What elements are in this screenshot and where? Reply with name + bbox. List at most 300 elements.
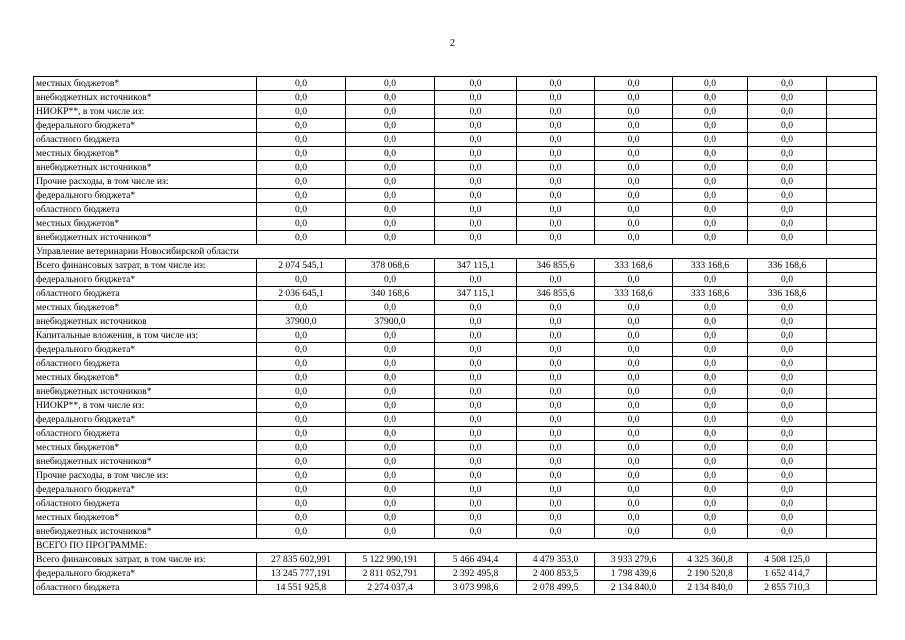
- empty-cell: [827, 231, 877, 245]
- value-cell: 0,0: [595, 301, 673, 315]
- value-cell: 0,0: [435, 231, 517, 245]
- value-cell: 5 466 494,4: [435, 553, 517, 567]
- value-cell: 0,0: [673, 343, 748, 357]
- table-row: [34, 525, 877, 539]
- value-cell: 0,0: [346, 371, 435, 385]
- page-number: 2: [450, 38, 455, 49]
- value-cell: 0,0: [517, 427, 595, 441]
- value-cell: 0,0: [257, 175, 346, 189]
- value-cell: 0,0: [595, 161, 673, 175]
- value-cell: 346 855,6: [517, 259, 595, 273]
- table-row: [34, 161, 877, 175]
- row-label: внебюджетных источников*: [34, 455, 257, 469]
- value-cell: 0,0: [595, 133, 673, 147]
- table-row: [34, 203, 877, 217]
- value-cell: 0,0: [748, 301, 827, 315]
- value-cell: 0,0: [673, 91, 748, 105]
- value-cell: 0,0: [435, 413, 517, 427]
- value-cell: 0,0: [346, 413, 435, 427]
- empty-cell: [827, 203, 877, 217]
- empty-cell: [827, 371, 877, 385]
- value-cell: 2 134 840,0: [595, 581, 673, 595]
- empty-cell: [827, 399, 877, 413]
- value-cell: 0,0: [595, 105, 673, 119]
- row-label: областного бюджета: [34, 203, 257, 217]
- value-cell: 0,0: [673, 231, 748, 245]
- table-row: [34, 119, 877, 133]
- value-cell: 0,0: [595, 399, 673, 413]
- table-row: [34, 189, 877, 203]
- value-cell: 0,0: [595, 91, 673, 105]
- value-cell: 0,0: [517, 371, 595, 385]
- value-cell: 0,0: [748, 497, 827, 511]
- value-cell: 0,0: [435, 469, 517, 483]
- value-cell: 0,0: [748, 343, 827, 357]
- empty-cell: [827, 427, 877, 441]
- value-cell: 333 168,6: [595, 287, 673, 301]
- value-cell: 0,0: [346, 161, 435, 175]
- empty-cell: [827, 175, 877, 189]
- value-cell: 0,0: [748, 175, 827, 189]
- table-row: [34, 441, 877, 455]
- value-cell: 0,0: [346, 189, 435, 203]
- value-cell: 37900,0: [257, 315, 346, 329]
- table-row: [34, 343, 877, 357]
- value-cell: 0,0: [673, 203, 748, 217]
- row-label: местных бюджетов*: [34, 217, 257, 231]
- value-cell: 333 168,6: [595, 259, 673, 273]
- empty-cell: [827, 105, 877, 119]
- value-cell: 37900,0: [346, 315, 435, 329]
- value-cell: 0,0: [257, 133, 346, 147]
- empty-cell: [827, 217, 877, 231]
- value-cell: 0,0: [748, 385, 827, 399]
- table-row: [34, 105, 877, 119]
- value-cell: 0,0: [595, 469, 673, 483]
- value-cell: 0,0: [517, 511, 595, 525]
- value-cell: 2 074 545,1: [257, 259, 346, 273]
- value-cell: 0,0: [517, 399, 595, 413]
- table-row: [34, 581, 877, 595]
- value-cell: 0,0: [673, 511, 748, 525]
- empty-cell: [827, 357, 877, 371]
- value-cell: 0,0: [673, 371, 748, 385]
- value-cell: 0,0: [517, 357, 595, 371]
- section-header: Управление ветеринарии Новосибирской области: [34, 245, 877, 259]
- row-label: федерального бюджета*: [34, 189, 257, 203]
- value-cell: 0,0: [346, 147, 435, 161]
- value-cell: 0,0: [346, 427, 435, 441]
- value-cell: 0,0: [346, 399, 435, 413]
- value-cell: 0,0: [435, 91, 517, 105]
- row-label: областного бюджета: [34, 133, 257, 147]
- row-label: внебюджетных источников*: [34, 525, 257, 539]
- table-row: [34, 553, 877, 567]
- value-cell: 0,0: [257, 469, 346, 483]
- value-cell: 0,0: [595, 315, 673, 329]
- value-cell: 0,0: [435, 497, 517, 511]
- value-cell: 0,0: [435, 147, 517, 161]
- value-cell: 0,0: [517, 343, 595, 357]
- value-cell: 0,0: [748, 231, 827, 245]
- value-cell: 0,0: [435, 441, 517, 455]
- value-cell: 0,0: [435, 203, 517, 217]
- value-cell: 0,0: [346, 273, 435, 287]
- value-cell: 0,0: [346, 105, 435, 119]
- value-cell: 14 551 925,8: [257, 581, 346, 595]
- value-cell: 0,0: [435, 301, 517, 315]
- value-cell: 0,0: [673, 161, 748, 175]
- value-cell: 0,0: [435, 133, 517, 147]
- row-label: местных бюджетов*: [34, 511, 257, 525]
- table-row: [34, 301, 877, 315]
- value-cell: 0,0: [673, 301, 748, 315]
- value-cell: 0,0: [595, 217, 673, 231]
- value-cell: 0,0: [435, 343, 517, 357]
- value-cell: 0,0: [257, 77, 346, 91]
- value-cell: 0,0: [673, 399, 748, 413]
- table-row: [34, 483, 877, 497]
- value-cell: 0,0: [257, 525, 346, 539]
- empty-cell: [827, 273, 877, 287]
- value-cell: 0,0: [673, 357, 748, 371]
- value-cell: 0,0: [748, 469, 827, 483]
- value-cell: 0,0: [257, 343, 346, 357]
- table-row: [34, 469, 877, 483]
- value-cell: 0,0: [517, 133, 595, 147]
- value-cell: 0,0: [595, 371, 673, 385]
- value-cell: 0,0: [748, 147, 827, 161]
- row-label: областного бюджета: [34, 581, 257, 595]
- value-cell: 0,0: [517, 497, 595, 511]
- table-row: [34, 497, 877, 511]
- row-label: Капитальные вложения, в том числе из:: [34, 329, 257, 343]
- empty-cell: [827, 581, 877, 595]
- value-cell: 0,0: [435, 273, 517, 287]
- empty-cell: [827, 161, 877, 175]
- value-cell: 0,0: [346, 497, 435, 511]
- table-row: [34, 231, 877, 245]
- value-cell: 0,0: [595, 329, 673, 343]
- value-cell: 0,0: [748, 203, 827, 217]
- empty-cell: [827, 119, 877, 133]
- row-label: Прочие расходы, в том числе из:: [34, 469, 257, 483]
- value-cell: 0,0: [346, 329, 435, 343]
- value-cell: 0,0: [748, 455, 827, 469]
- value-cell: 0,0: [748, 105, 827, 119]
- value-cell: 0,0: [517, 329, 595, 343]
- row-label: федерального бюджета*: [34, 119, 257, 133]
- value-cell: 0,0: [673, 469, 748, 483]
- row-label: внебюджетных источников*: [34, 161, 257, 175]
- table-row: [34, 371, 877, 385]
- table-row: [34, 329, 877, 343]
- value-cell: 0,0: [257, 385, 346, 399]
- value-cell: 0,0: [346, 525, 435, 539]
- section-header: ВСЕГО ПО ПРОГРАММЕ:: [34, 539, 877, 553]
- empty-cell: [827, 469, 877, 483]
- value-cell: 0,0: [517, 119, 595, 133]
- value-cell: 2 078 499,5: [517, 581, 595, 595]
- table-row: [34, 427, 877, 441]
- value-cell: 0,0: [517, 217, 595, 231]
- row-label: внебюджетных источников*: [34, 385, 257, 399]
- value-cell: 0,0: [673, 329, 748, 343]
- value-cell: 0,0: [748, 525, 827, 539]
- table-row: [34, 399, 877, 413]
- table-row: [34, 77, 877, 91]
- value-cell: 0,0: [257, 483, 346, 497]
- value-cell: 27 835 602,991: [257, 553, 346, 567]
- table-row: [34, 511, 877, 525]
- value-cell: 0,0: [517, 105, 595, 119]
- empty-cell: [827, 259, 877, 273]
- value-cell: 0,0: [517, 413, 595, 427]
- row-label: федерального бюджета*: [34, 343, 257, 357]
- value-cell: 0,0: [517, 469, 595, 483]
- value-cell: 0,0: [435, 189, 517, 203]
- row-label: НИОКР**, в том числе из:: [34, 399, 257, 413]
- value-cell: 340 168,6: [346, 287, 435, 301]
- value-cell: 333 168,6: [673, 287, 748, 301]
- value-cell: 0,0: [346, 343, 435, 357]
- value-cell: 0,0: [595, 77, 673, 91]
- value-cell: 0,0: [257, 203, 346, 217]
- value-cell: 3 073 998,6: [435, 581, 517, 595]
- value-cell: 4 325 360,8: [673, 553, 748, 567]
- row-label: местных бюджетов*: [34, 301, 257, 315]
- empty-cell: [827, 91, 877, 105]
- value-cell: 2 400 853,5: [517, 567, 595, 581]
- value-cell: 0,0: [595, 525, 673, 539]
- value-cell: 0,0: [346, 231, 435, 245]
- value-cell: 0,0: [435, 455, 517, 469]
- empty-cell: [827, 567, 877, 581]
- value-cell: 0,0: [673, 77, 748, 91]
- table-row: [34, 567, 877, 581]
- table-row: [34, 273, 877, 287]
- value-cell: 0,0: [517, 441, 595, 455]
- value-cell: 0,0: [257, 329, 346, 343]
- value-cell: 0,0: [346, 133, 435, 147]
- value-cell: 0,0: [517, 161, 595, 175]
- row-label: местных бюджетов*: [34, 77, 257, 91]
- value-cell: 0,0: [748, 483, 827, 497]
- value-cell: 0,0: [673, 273, 748, 287]
- value-cell: 0,0: [673, 455, 748, 469]
- value-cell: 0,0: [517, 91, 595, 105]
- value-cell: 2 036 645,1: [257, 287, 346, 301]
- value-cell: 0,0: [673, 427, 748, 441]
- value-cell: 0,0: [257, 427, 346, 441]
- table-row: [34, 357, 877, 371]
- row-label: областного бюджета: [34, 427, 257, 441]
- value-cell: 378 068,6: [346, 259, 435, 273]
- value-cell: 0,0: [257, 189, 346, 203]
- empty-cell: [827, 441, 877, 455]
- value-cell: 2 811 052,791: [346, 567, 435, 581]
- row-label: Прочие расходы, в том числе из:: [34, 175, 257, 189]
- value-cell: 0,0: [673, 147, 748, 161]
- empty-cell: [827, 189, 877, 203]
- value-cell: 0,0: [435, 525, 517, 539]
- empty-cell: [827, 497, 877, 511]
- row-label: федерального бюджета*: [34, 567, 257, 581]
- value-cell: 0,0: [748, 91, 827, 105]
- row-label: местных бюджетов*: [34, 371, 257, 385]
- value-cell: 0,0: [346, 91, 435, 105]
- value-cell: 0,0: [748, 413, 827, 427]
- value-cell: 0,0: [517, 273, 595, 287]
- value-cell: 2 392 495,8: [435, 567, 517, 581]
- value-cell: 0,0: [595, 273, 673, 287]
- empty-cell: [827, 511, 877, 525]
- value-cell: 0,0: [673, 217, 748, 231]
- table-row: [34, 455, 877, 469]
- value-cell: 0,0: [517, 385, 595, 399]
- value-cell: 0,0: [257, 105, 346, 119]
- value-cell: 0,0: [257, 217, 346, 231]
- value-cell: 0,0: [595, 175, 673, 189]
- value-cell: 0,0: [257, 91, 346, 105]
- value-cell: 0,0: [517, 455, 595, 469]
- value-cell: 0,0: [748, 441, 827, 455]
- value-cell: 0,0: [595, 497, 673, 511]
- empty-cell: [827, 301, 877, 315]
- value-cell: 2 190 520,8: [673, 567, 748, 581]
- value-cell: 0,0: [673, 175, 748, 189]
- empty-cell: [827, 315, 877, 329]
- budget-table: [33, 76, 877, 595]
- value-cell: 0,0: [673, 315, 748, 329]
- value-cell: 0,0: [595, 343, 673, 357]
- value-cell: 0,0: [748, 315, 827, 329]
- value-cell: 0,0: [435, 399, 517, 413]
- value-cell: 0,0: [346, 385, 435, 399]
- value-cell: 0,0: [595, 413, 673, 427]
- value-cell: 0,0: [435, 483, 517, 497]
- value-cell: 0,0: [595, 119, 673, 133]
- row-label: федерального бюджета*: [34, 273, 257, 287]
- value-cell: 0,0: [346, 511, 435, 525]
- value-cell: 336 168,6: [748, 287, 827, 301]
- value-cell: 0,0: [595, 385, 673, 399]
- value-cell: 0,0: [517, 483, 595, 497]
- empty-cell: [827, 343, 877, 357]
- value-cell: 0,0: [748, 77, 827, 91]
- value-cell: 0,0: [673, 413, 748, 427]
- row-label: внебюджетных источников: [34, 315, 257, 329]
- value-cell: 0,0: [435, 427, 517, 441]
- value-cell: 0,0: [748, 357, 827, 371]
- value-cell: 0,0: [435, 161, 517, 175]
- table-row: [34, 91, 877, 105]
- empty-cell: [827, 553, 877, 567]
- value-cell: 0,0: [748, 217, 827, 231]
- value-cell: 347 115,1: [435, 259, 517, 273]
- empty-cell: [827, 147, 877, 161]
- value-cell: 0,0: [346, 217, 435, 231]
- table-row: [34, 147, 877, 161]
- value-cell: 0,0: [673, 497, 748, 511]
- value-cell: 2 134 840,0: [673, 581, 748, 595]
- value-cell: 0,0: [346, 203, 435, 217]
- value-cell: 0,0: [595, 357, 673, 371]
- value-cell: 0,0: [748, 189, 827, 203]
- value-cell: 0,0: [595, 455, 673, 469]
- value-cell: 0,0: [748, 427, 827, 441]
- value-cell: 13 245 777,191: [257, 567, 346, 581]
- empty-cell: [827, 77, 877, 91]
- empty-cell: [827, 287, 877, 301]
- value-cell: 0,0: [435, 119, 517, 133]
- value-cell: 0,0: [517, 77, 595, 91]
- value-cell: 3 933 279,6: [595, 553, 673, 567]
- value-cell: 0,0: [673, 105, 748, 119]
- value-cell: 0,0: [435, 105, 517, 119]
- value-cell: 0,0: [435, 217, 517, 231]
- value-cell: 1 798 439,6: [595, 567, 673, 581]
- table-row: [34, 315, 877, 329]
- value-cell: 0,0: [435, 371, 517, 385]
- value-cell: 2 855 710,3: [748, 581, 827, 595]
- value-cell: 0,0: [673, 483, 748, 497]
- value-cell: 0,0: [346, 301, 435, 315]
- value-cell: 1 652 414,7: [748, 567, 827, 581]
- value-cell: 0,0: [748, 371, 827, 385]
- value-cell: 0,0: [435, 385, 517, 399]
- value-cell: 4 479 353,0: [517, 553, 595, 567]
- row-label: федерального бюджета*: [34, 413, 257, 427]
- row-label: местных бюджетов*: [34, 147, 257, 161]
- value-cell: 0,0: [257, 119, 346, 133]
- row-label: НИОКР**, в том числе из:: [34, 105, 257, 119]
- value-cell: 0,0: [517, 203, 595, 217]
- value-cell: 0,0: [517, 315, 595, 329]
- value-cell: 0,0: [435, 329, 517, 343]
- empty-cell: [827, 525, 877, 539]
- row-label: Всего финансовых затрат, в том числе из:: [34, 553, 257, 567]
- table-row: [34, 175, 877, 189]
- value-cell: 0,0: [595, 511, 673, 525]
- table-row: [34, 287, 877, 301]
- empty-cell: [827, 413, 877, 427]
- value-cell: 0,0: [257, 301, 346, 315]
- value-cell: 5 122 990,191: [346, 553, 435, 567]
- value-cell: 0,0: [257, 231, 346, 245]
- value-cell: 0,0: [346, 483, 435, 497]
- value-cell: 0,0: [435, 175, 517, 189]
- value-cell: 0,0: [517, 147, 595, 161]
- value-cell: 0,0: [673, 525, 748, 539]
- value-cell: 0,0: [346, 119, 435, 133]
- value-cell: 0,0: [595, 427, 673, 441]
- value-cell: 0,0: [748, 329, 827, 343]
- value-cell: 0,0: [346, 175, 435, 189]
- value-cell: 0,0: [435, 315, 517, 329]
- row-label: областного бюджета: [34, 287, 257, 301]
- empty-cell: [827, 385, 877, 399]
- value-cell: 0,0: [517, 175, 595, 189]
- table-row: [34, 133, 877, 147]
- value-cell: 346 855,6: [517, 287, 595, 301]
- empty-cell: [827, 455, 877, 469]
- value-cell: 0,0: [517, 189, 595, 203]
- value-cell: 0,0: [673, 133, 748, 147]
- value-cell: 0,0: [257, 371, 346, 385]
- budget-table-body: [34, 77, 877, 595]
- empty-cell: [827, 483, 877, 497]
